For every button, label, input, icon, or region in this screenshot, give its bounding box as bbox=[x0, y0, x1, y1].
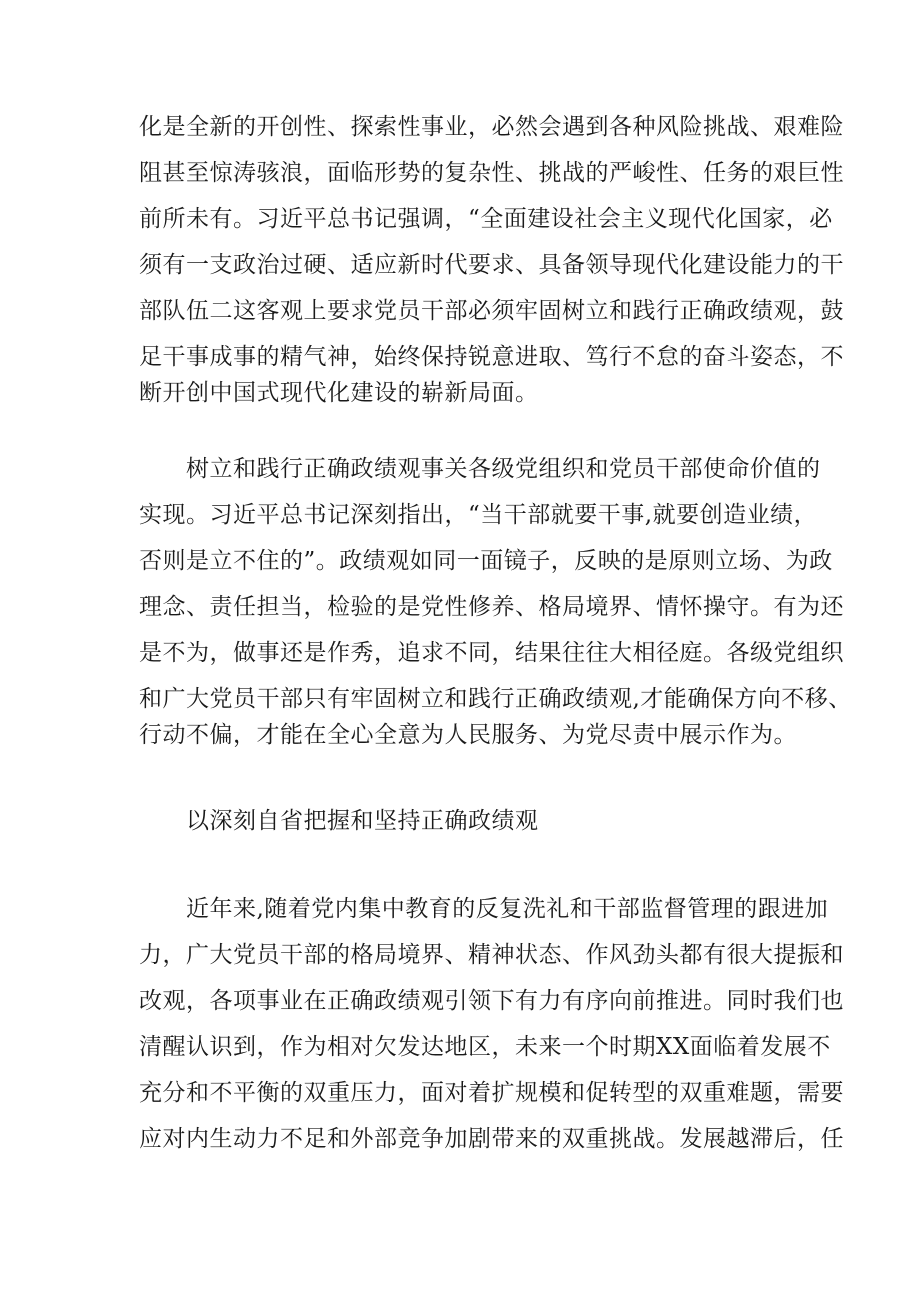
paragraph-line: 前所未有。习近平总书记强调，“全面建设社会主义现代化国家，必 bbox=[139, 206, 833, 232]
paragraph-line: 须有一支政治过硬、适应新时代要求、具备领导现代化建设能力的干 bbox=[139, 252, 844, 278]
paragraph-line: 树立和践行正确政绩观事关各级党组织和党员干部使命价值的 bbox=[186, 456, 821, 482]
paragraph-line: 力，广大党员干部的格局境界、精神状态、作风劲头都有很大提振和 bbox=[139, 942, 844, 968]
section-heading: 以深刻自省把握和坚持正确政绩观 bbox=[186, 808, 539, 834]
paragraph-line: 是不为，做事还是作秀，追求不同，结果往往大相径庭。各级党组织 bbox=[139, 640, 844, 666]
paragraph-line: 改观，各项事业在正确政绩观引领下有力有序向前推进。同时我们也 bbox=[139, 988, 844, 1014]
paragraph-line: 化是全新的开创性、探索性事业，必然会遇到各种风险挑战、艰难险 bbox=[139, 114, 844, 140]
paragraph-line: 理念、责任担当，检验的是党性修养、格局境界、情怀操守。有为还 bbox=[139, 594, 844, 620]
paragraph-line: 近年来,随着党内集中教育的反复洗礼和干部监督管理的跟进加 bbox=[186, 896, 829, 922]
paragraph-line: 部队伍二这客观上要求党员干部必须牢固树立和践行正确政绩观，鼓 bbox=[139, 298, 844, 324]
paragraph-line: 实现。习近平总书记深刻指出，“当干部就要干事,就要创造业绩， bbox=[139, 502, 818, 528]
paragraph-line: 阻甚至惊涛骇浪，面临形势的复杂性、挑战的严峻性、任务的艰巨性 bbox=[139, 160, 844, 186]
paragraph-line: 清醒认识到，作为相对欠发达地区，未来一个时期XX面临着发展不 bbox=[139, 1034, 831, 1060]
paragraph-line: 和广大党员干部只有牢固树立和践行正确政绩观,才能确保方向不移、 bbox=[139, 686, 852, 712]
paragraph-line: 断开创中国式现代化建设的崭新局面。 bbox=[139, 380, 539, 406]
paragraph-line: 充分和不平衡的双重压力，面对着扩规模和促转型的双重难题，需要 bbox=[139, 1080, 844, 1106]
paragraph-line: 行动不偏，才能在全心全意为人民服务、为党尽责中展示作为。 bbox=[139, 722, 797, 748]
paragraph-line: 足干事成事的精气神，始终保持锐意进取、笃行不怠的奋斗姿态，不 bbox=[139, 344, 844, 370]
paragraph-line: 应对内生动力不足和外部竞争加剧带来的双重挑战。发展越滞后，任 bbox=[139, 1126, 844, 1152]
paragraph-line: 否则是立不住的”。政绩观如同一面镜子，反映的是原则立场、为政 bbox=[139, 548, 833, 574]
